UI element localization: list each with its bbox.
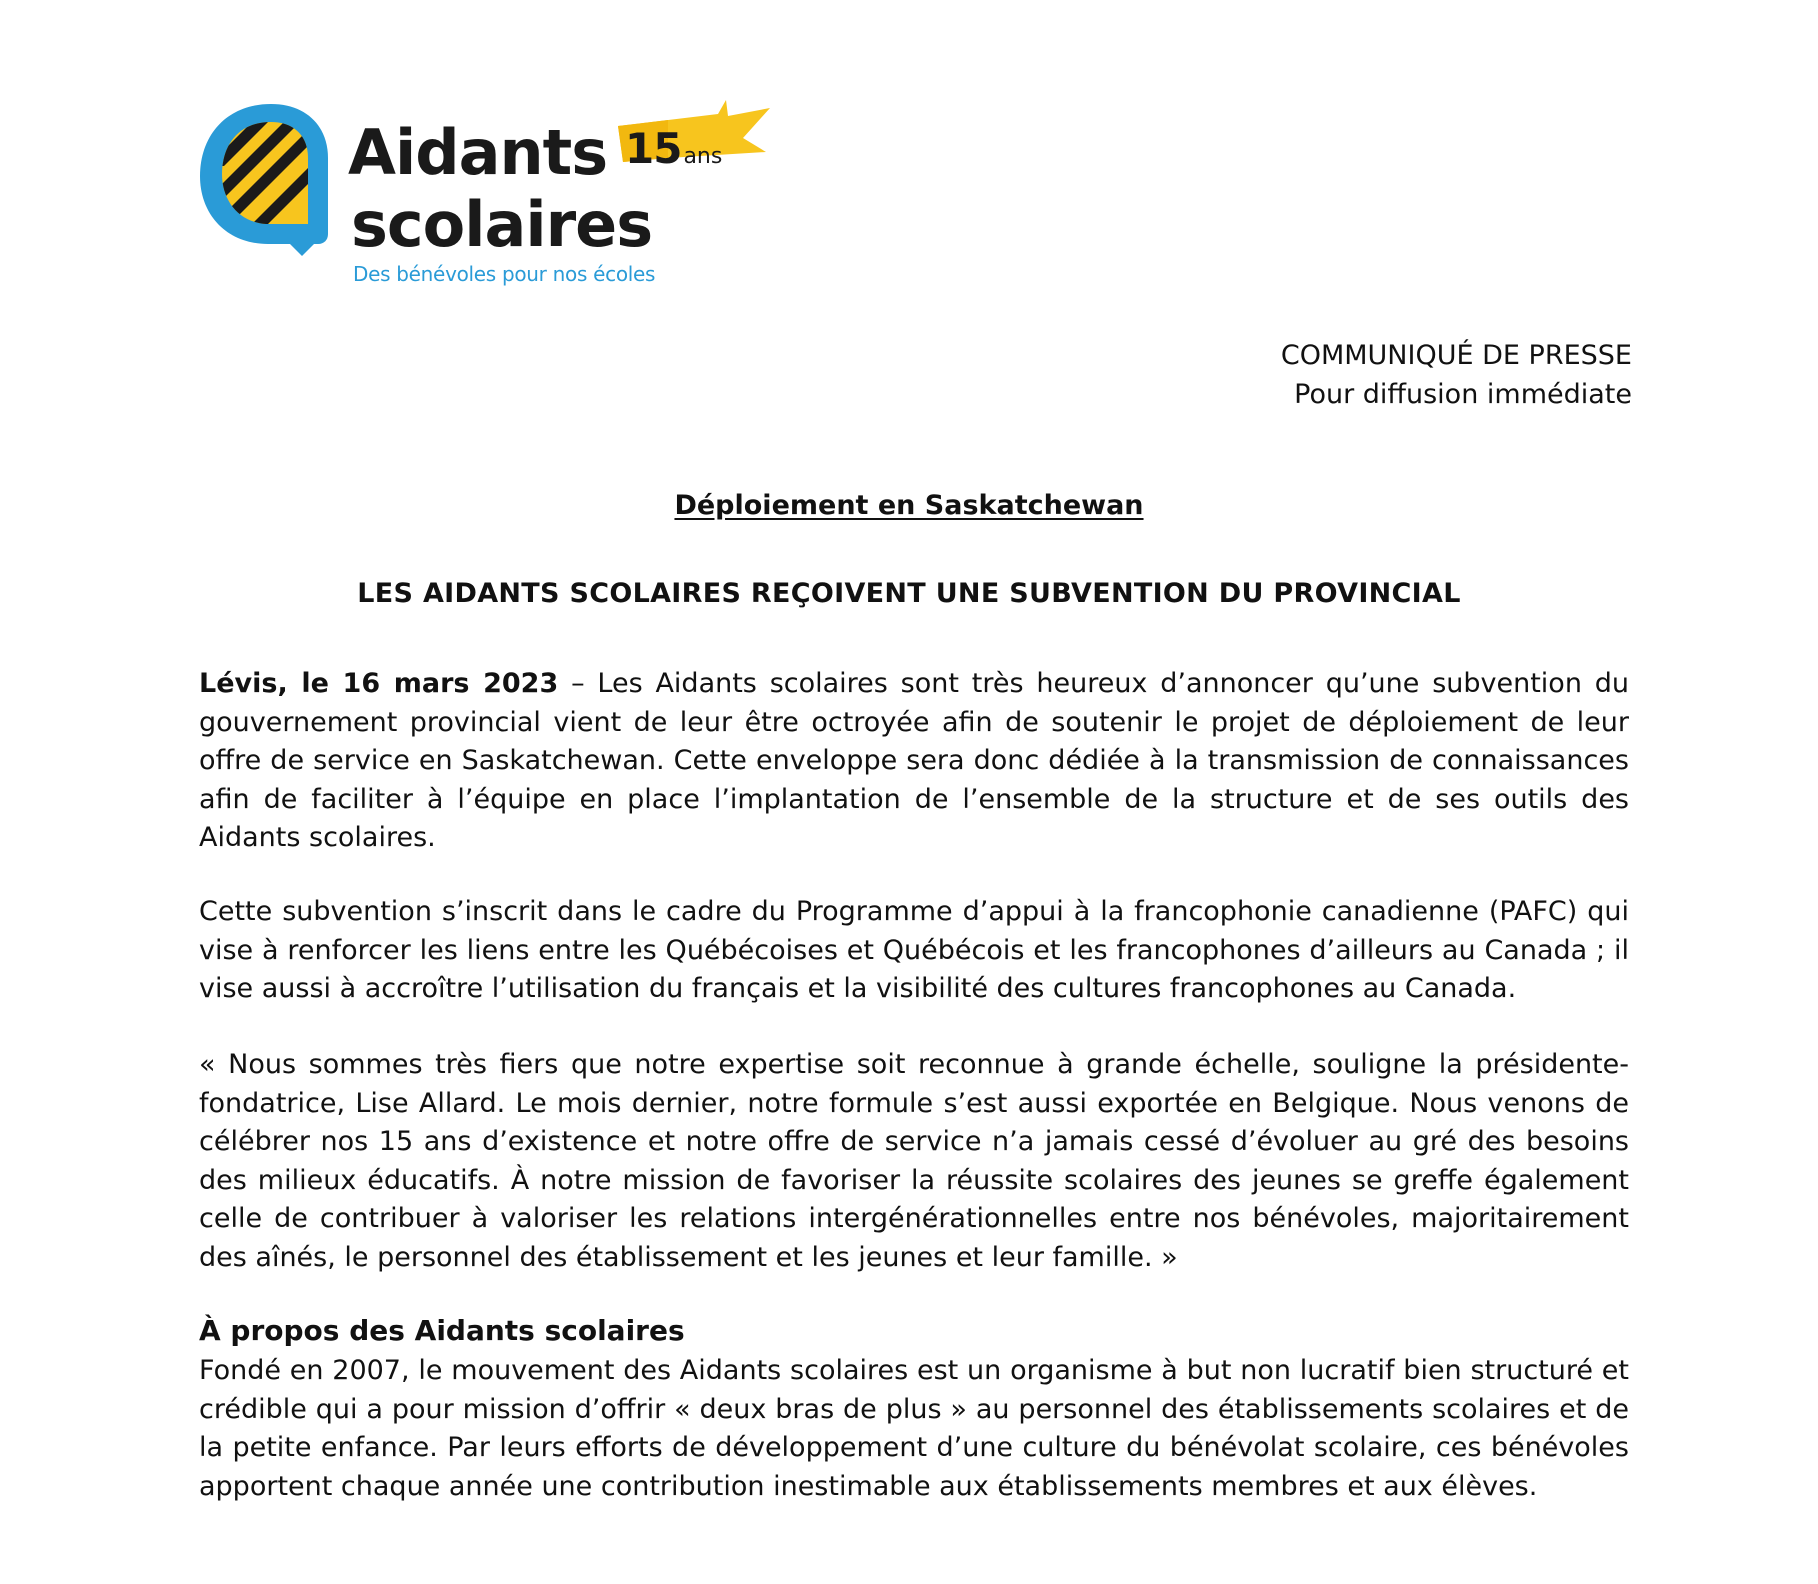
paragraph-3-quote [199, 1046, 1629, 1277]
subtitle-text: Déploiement en Saskatchewan [674, 490, 1144, 521]
banner-number: 15 [625, 124, 682, 173]
about-text: Fondé en 2007, le mouvement des Aidants scolaires est un organisme à but non lucratif bien structuré et crédible qui a pour mission d’offrir « deux bras de plus » au personnel des établissements scolaires et de la petite enfance. Par leurs efforts de développement d’une culture du bénévolat scolaire, ces bénévoles apportent chaque année une contribution inestimable aux établissements membres et aux élèves. [199, 1355, 1629, 1502]
paragraph-1-text: – Les Aidants scolaires sont très heureux d’annoncer qu’une subvention du gouvernement provincial vient de leur être octroyée afin de soutenir le projet de déploiement de leur offre de service en Saskatchewan. Cette enveloppe sera donc dédiée à la transmission de connaissances afin de faciliter à l’équipe en place l’implantation de l’ensemble de la structure et de ses outils des Aidants scolaires. [199, 668, 1630, 853]
paragraph-3-text: « Nous sommes très fiers que notre expertise soit reconnue à grande échelle, souligne la présidente-fondatrice, Lise Allard. Le mois dernier, notre formule s’est aussi exportée en Belgique. Nous venons de célébrer nos 15 ans d’existence et notre offre de service n’a jamais cessé d’évoluer au gré des besoins des milieux éducatifs. À notre mission de favoriser la réussite scolaires des jeunes se greffe également celle de contribuer à valoriser les relations intergénérationnelles entre nos bénévoles, majoritairement des aînés, le personnel des établissement et les jeunes et leur famille. » [199, 1049, 1629, 1273]
press-header [1281, 336, 1632, 414]
about-paragraph [199, 1352, 1629, 1506]
paragraph-1 [199, 665, 1629, 858]
logo-word-scolaires: scolaires [351, 188, 653, 261]
paragraph-2-text: Cette subvention s’inscrit dans le cadre du Programme d’appui à la francophonie canadienne (PAFC) qui vise à renforcer les liens entre les Québécoises et Québécois et les francophones d’ailleurs au Canada ; il vise aussi à accroître l’utilisation du français et la visibilité des cultures francophones au Canada. [199, 896, 1629, 1004]
anniversary-banner [625, 124, 725, 173]
banner-unit: ans [683, 144, 723, 169]
dateline: Lévis, le 16 mars 2023 [199, 668, 559, 699]
logo-word-aidants: Aidants [348, 116, 608, 189]
logo-tagline: Des bénévoles pour nos écoles [353, 262, 656, 286]
about-heading: À propos des Aidants scolaires [199, 1314, 685, 1347]
headline: LES AIDANTS SCOLAIRES REÇOIVENT UNE SUBVENTION DU PROVINCIAL [357, 578, 1461, 609]
aidants-scolaires-logo [198, 96, 798, 296]
paragraph-2 [199, 893, 1629, 1009]
subtitle [0, 490, 1818, 521]
release-timing-label: Pour diffusion immédiate [1294, 379, 1632, 410]
press-release-label: COMMUNIQUÉ DE PRESSE [1280, 340, 1632, 371]
